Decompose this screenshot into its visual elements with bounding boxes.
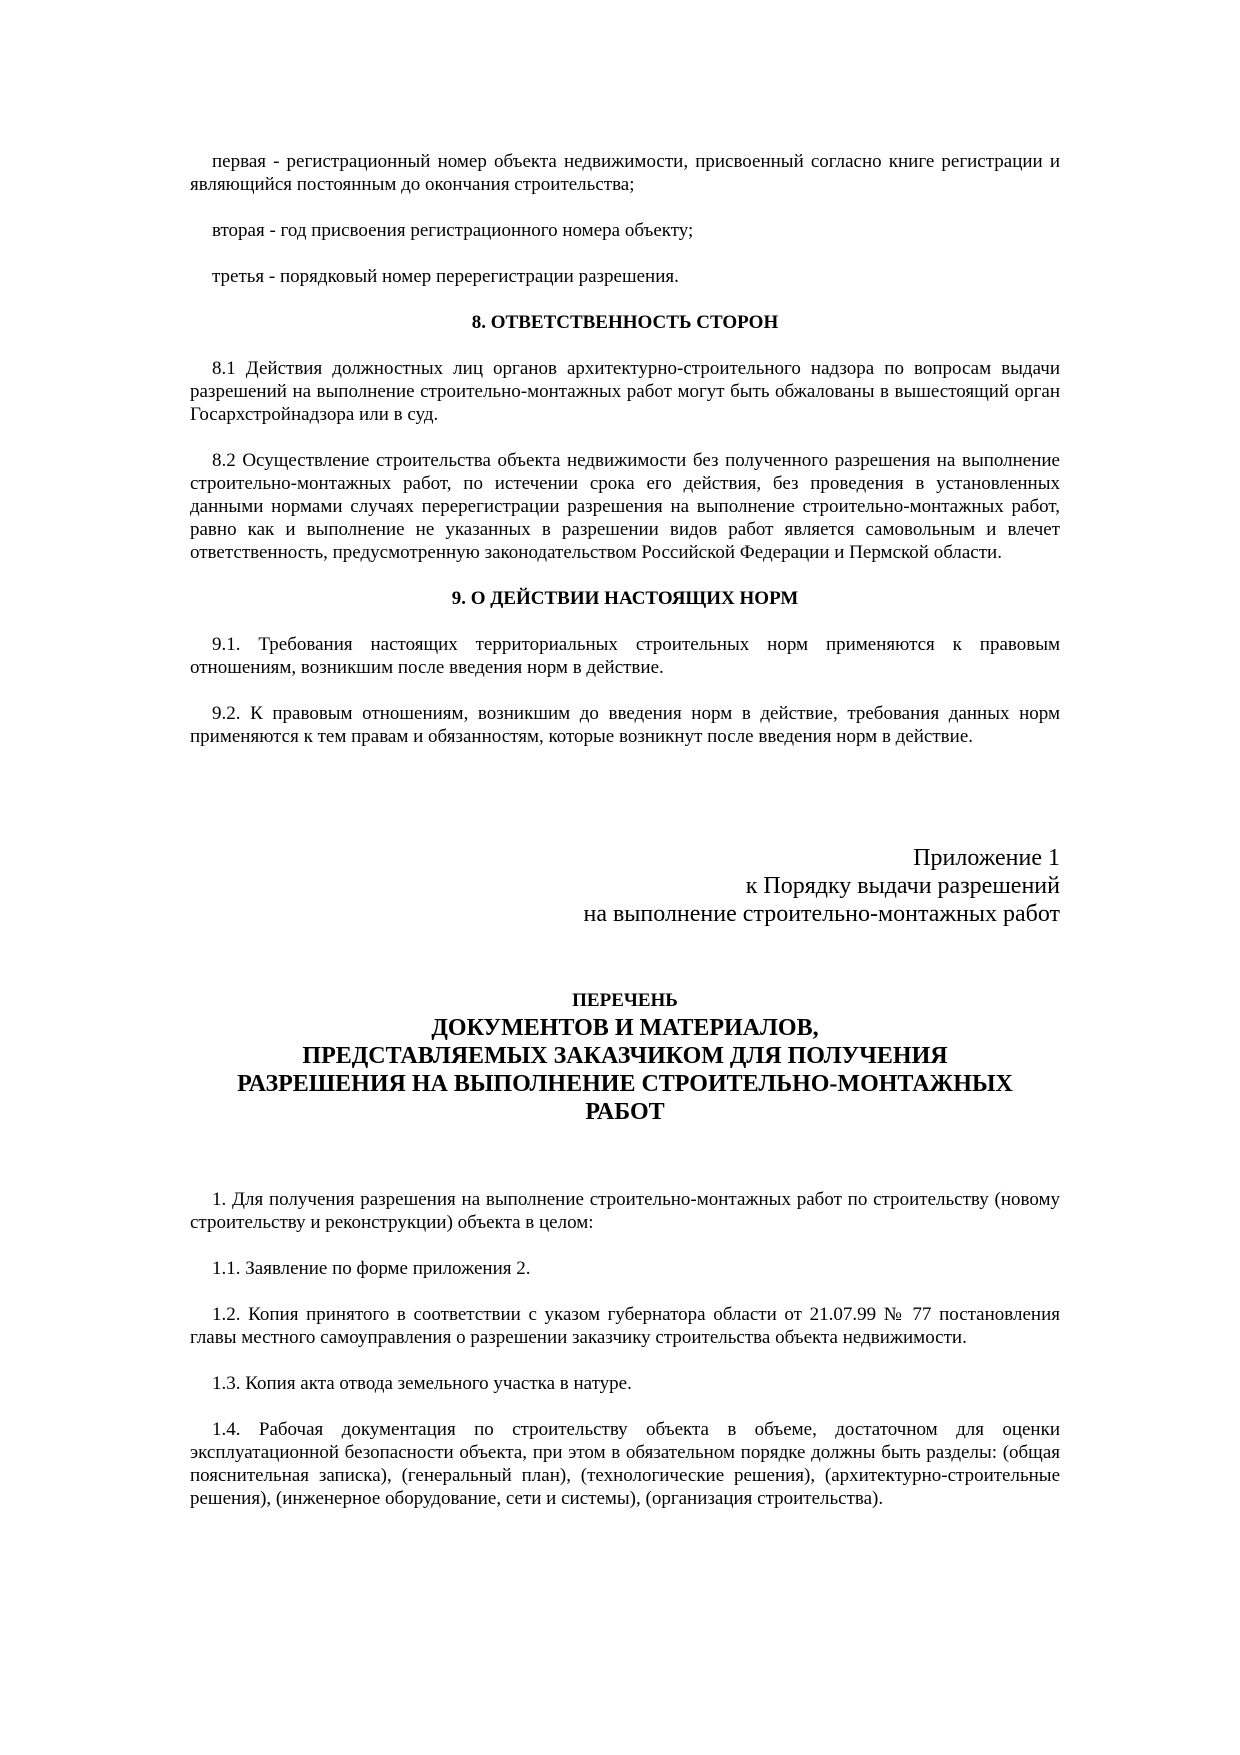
list-item-1: 1. Для получения разрешения на выполнение строительно-монтажных работ по строительству (новому строительству и реконструкции) объекта в целом:	[190, 1189, 1060, 1233]
paragraph-third-part: третья - порядковый номер перерегистрации разрешения.	[212, 266, 679, 287]
paragraph-8-1: 8.1 Действия должностных лиц органов архитектурно-строительного надзора по вопросам выдачи разрешений на выполнение строительно-монтажных работ могут быть обжалованы в вышестоящий орган Госархстройнадзора или в суд.	[190, 358, 1060, 425]
paragraph-9-1: 9.1. Требования настоящих территориальных строительных норм применяются к правовым отношениям, возникшим после введения норм в действие.	[190, 634, 1060, 678]
list-title-line-4: РАБОТ	[585, 1099, 665, 1125]
paragraph-8-2: 8.2 Осуществление строительства объекта недвижимости без полученного разрешения на выполнение строительно-монтажных работ, по истечении срока его действия, без проведения в установленных данными нормами случаях перерегистрации разрешения на выполнение строительно-монтажных работ, равно как и выполнение не указанных в разрешении видов работ является самовольным и влечет ответственность, предусмотренную законодательством Российской Федерации и Пермской области.	[190, 450, 1060, 563]
appendix-line-3: на выполнение строительно-монтажных работ	[583, 901, 1060, 927]
section-8-title: 8. ОТВЕТСТВЕННОСТЬ СТОРОН	[471, 312, 779, 333]
list-title-small: ПЕРЕЧЕНЬ	[572, 990, 678, 1011]
list-item-1-4: 1.4. Рабочая документация по строительству объекта в объеме, достаточном для оценки эксплуатационной безопасности объекта, при этом в обязательном порядке должны быть разделы: (общая пояснительная записка), (генеральный план), (технологические решения), (архитектурно-строительные решения), (инженерное оборудование, сети и системы), (организация строительства).	[190, 1419, 1060, 1509]
appendix-line-1: Приложение 1	[913, 845, 1060, 871]
list-title-line-2: ПРЕДСТАВЛЯЕМЫХ ЗАКАЗЧИКОМ ДЛЯ ПОЛУЧЕНИЯ	[302, 1043, 948, 1069]
list-body	[190, 1188, 1060, 1510]
list-item-1-3: 1.3. Копия акта отвода земельного участка в натуре.	[212, 1373, 632, 1394]
paragraph-first-part: первая - регистрационный номер объекта недвижимости, присвоенный согласно книге регистрации и являющийся постоянным до окончания строительства;	[190, 151, 1060, 195]
list-title-line-3: РАЗРЕШЕНИЯ НА ВЫПОЛНЕНИЕ СТРОИТЕЛЬНО-МОНТАЖНЫХ	[237, 1071, 1013, 1097]
paragraph-9-2: 9.2. К правовым отношениям, возникшим до введения норм в действие, требования данных норм применяются к тем правам и обязанностям, которые возникнут после введения норм в действие.	[190, 703, 1060, 747]
section-9-title: 9. О ДЕЙСТВИИ НАСТОЯЩИХ НОРМ	[451, 588, 799, 609]
document-page	[190, 150, 1060, 1533]
list-title	[190, 988, 1060, 1126]
list-title-line-1: ДОКУМЕНТОВ И МАТЕРИАЛОВ,	[431, 1015, 819, 1041]
appendix-header	[190, 844, 1060, 928]
list-item-1-2: 1.2. Копия принятого в соответствии с указом губернатора области от 21.07.99 № 77 постановления главы местного самоуправления о разрешении заказчику строительства объекта недвижимости.	[190, 1304, 1060, 1348]
appendix-line-2: к Порядку выдачи разрешений	[745, 873, 1060, 899]
list-item-1-1: 1.1. Заявление по форме приложения 2.	[212, 1258, 531, 1279]
paragraph-second-part: вторая - год присвоения регистрационного номера объекту;	[212, 220, 694, 241]
